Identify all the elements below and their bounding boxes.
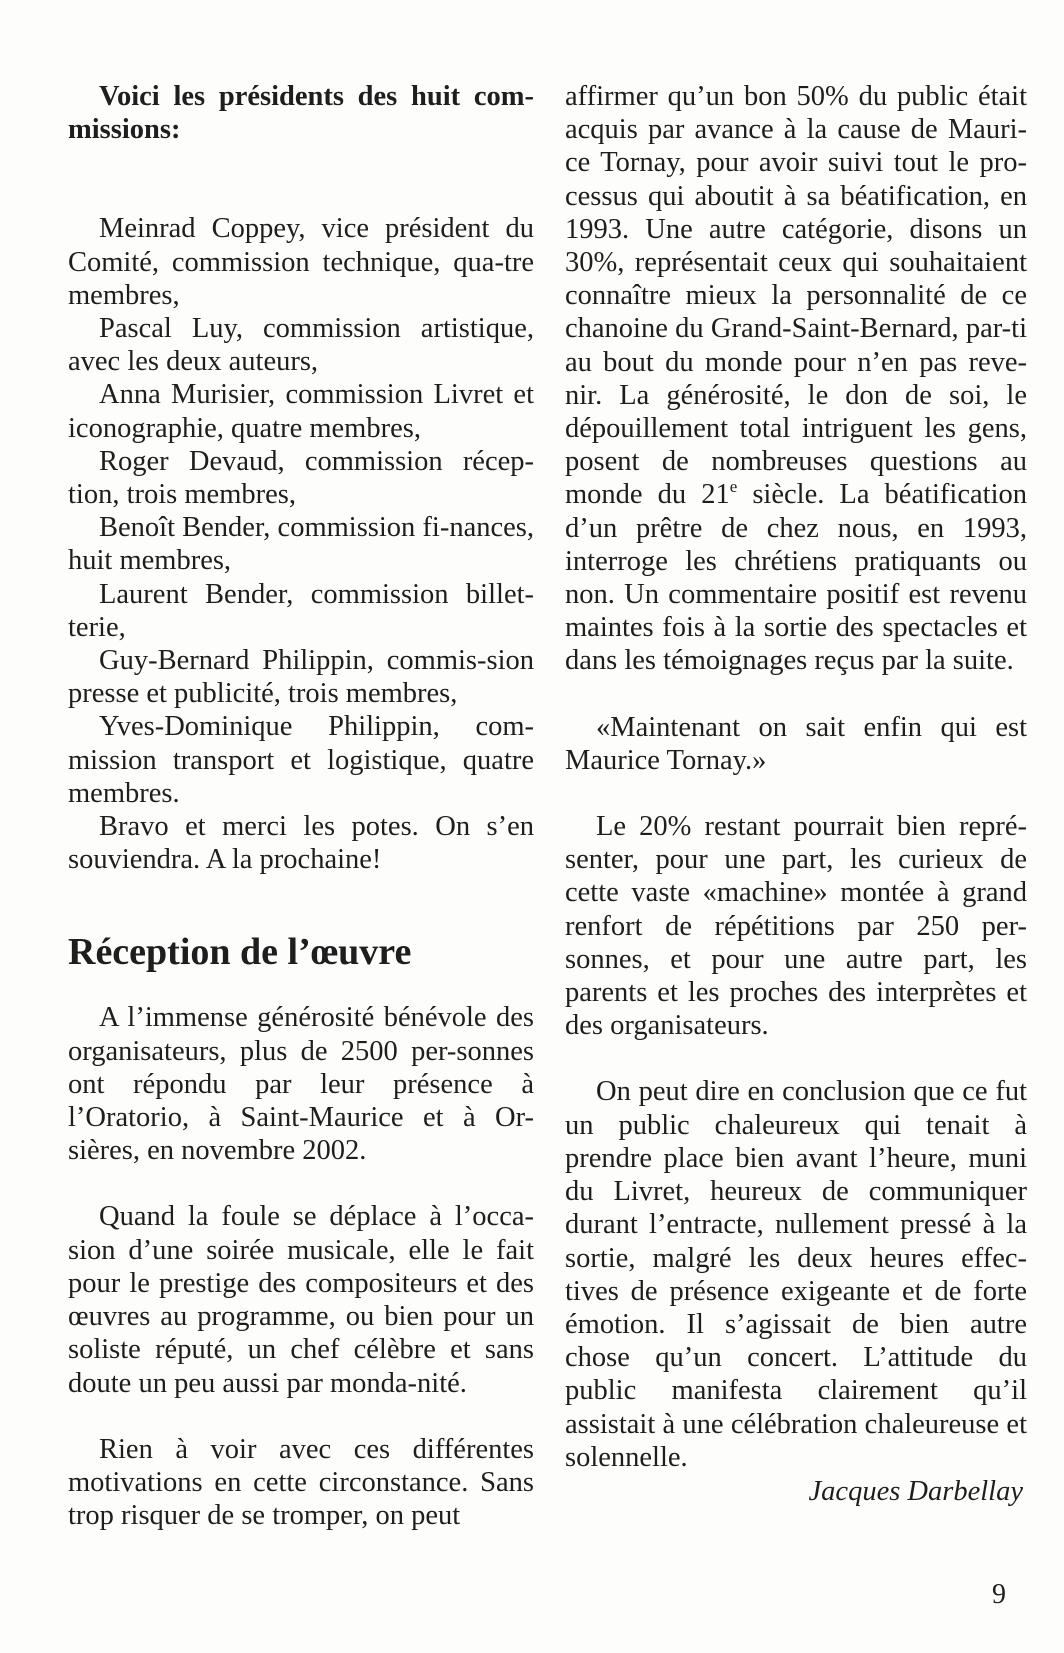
audience-paragraph: Le 20% restant pourrait bien repré-senter, pour une part, les curieux de cette vaste «machine» montée à grand renfort de répétitions par 250 per-sonnes, et pour une autre part, les parents et les proches des interprètes et des organisateurs. (565, 811, 1027, 1042)
continued-paragraph (565, 80, 1027, 678)
quote-paragraph: «Maintenant on sait enfin qui est Maurice Tornay.» (565, 711, 1027, 776)
continued-text-start: affirmer qu’un bon 50% du public était acquis par avance à la cause de Mauri-ce Tornay, pour avoir suivi tout le pro-cessus qui aboutit à sa béatification, en 1993. Une autre catégorie, disons un 30%, représentait ceux qui souhaitaient connaître mieux la personnalité de ce chanoine du Grand-Saint-Bernard, par-ti au bout du monde pour n’en pas reve-nir. La générosité, le don de soi, le dépouillement total intriguent les gens, posent de nombreuses questions au monde du 21 (565, 81, 1027, 511)
thanks-paragraph: Bravo et merci les potes. On s’en souviendra. A la prochaine! (68, 811, 534, 876)
member-entry: Roger Devaud, commission récep-tion, trois membres, (68, 445, 534, 511)
member-entry: Laurent Bender, commission billet-terie, (68, 578, 534, 643)
continued-text-end: siècle. La béatification d’un prêtre de chez nous, en 1993, interroge les chrétiens pratiquants ou non. Un commentaire positif est revenu maintes fois à la sortie des spectacles et dans les témoignages reçus par la suite. (565, 479, 1027, 677)
member-entry: Meinrad Coppey, vice président du Comité, commission technique, qua-tre membres, (68, 213, 534, 311)
member-entry: Yves-Dominique Philippin, com-mission transport et logistique, quatre membres. (68, 711, 534, 809)
right-column (565, 80, 1027, 1508)
member-entry: Anna Murisier, commission Livret et iconographie, quatre membres, (68, 379, 534, 444)
reception-paragraph-1: A l’immense générosité bénévole des organisateurs, plus de 2500 per-sonnes ont répondu par leur présence à l’Oratorio, à Saint-Maurice et à Or-sières, en novembre 2002. (68, 1002, 534, 1167)
century-superscript: e (729, 477, 738, 497)
member-entry: Benoît Bender, commission fi-nances, huit membres, (68, 512, 534, 577)
author-signature: Jacques Darbellay (808, 1475, 1023, 1507)
section-title: Réception de l’œuvre (68, 931, 412, 974)
member-entry: Pascal Luy, commission artistique, avec les deux auteurs, (68, 313, 534, 378)
page-number: 9 (992, 1579, 1006, 1610)
presidents-heading: Voici les présidents des huit com-missions: (68, 81, 534, 146)
member-entry: Guy-Bernard Philippin, commis-sion presse et publicité, trois membres, (68, 645, 534, 710)
reception-paragraph-3: Rien à voir avec ces différentes motivations en cette circonstance. Sans trop risquer de se tromper, on peut (68, 1433, 534, 1532)
left-column (68, 80, 534, 1532)
members-list (68, 212, 534, 876)
conclusion-paragraph: On peut dire en conclusion que ce fut un public chaleureux qui tenait à prendre place bien avant l’heure, muni du Livret, heureux de communiquer durant l’entracte, nullement pressé à la sortie, malgré les deux heures effec-tives de présence exigeante et de forte émotion. Il s’agissait de bien autre chose qu’un concert. L’attitude du public manifesta clairement qu’il assistait à une célébration chaleureuse et solennelle. (565, 1076, 1027, 1473)
reception-paragraph-2: Quand la foule se déplace à l’occa-sion d’une soirée musicale, elle le fait pour le prestige des compositeurs et des œuvres au programme, ou bien pour un soliste réputé, un chef célèbre et sans doute un peu aussi par monda-nité. (68, 1201, 534, 1399)
